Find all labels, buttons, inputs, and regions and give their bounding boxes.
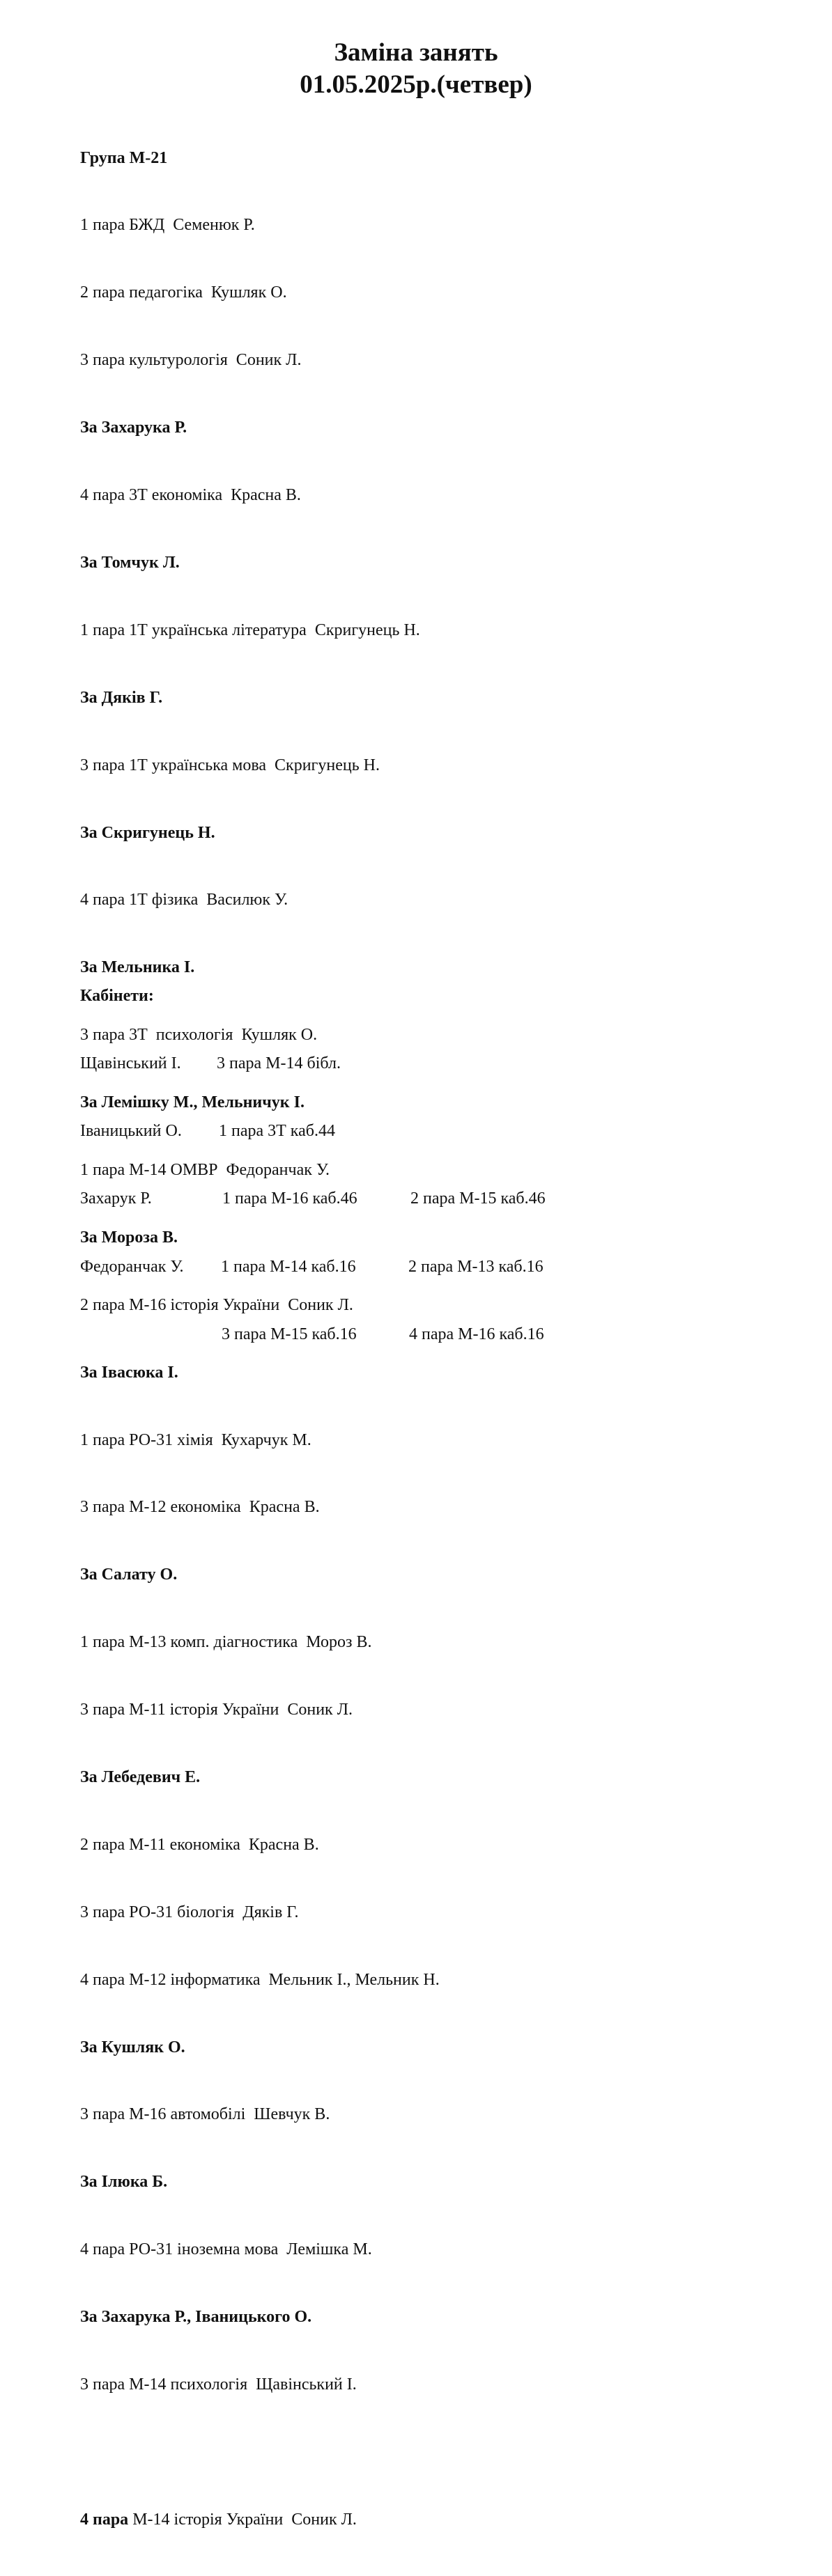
teacher-heading: За Лемішку М., Мельничук І. (80, 1093, 305, 1112)
teacher-heading: За Дяків Г. (80, 688, 163, 707)
teacher-heading: За Мороза В. (80, 1228, 178, 1247)
rooms-row (80, 1187, 546, 1210)
rooms-row (80, 1120, 335, 1142)
rooms-row (80, 1323, 544, 1345)
lesson-line: 1 пара РО-31 хімія Кухарчук М. (80, 1430, 311, 1449)
rooms-slot-2: 2 пара М-13 каб.16 (408, 1257, 544, 1276)
document-title: Заміна занять (334, 38, 498, 67)
rooms-slot-1: 1 пара М-16 каб.46 (222, 1189, 357, 1208)
rooms-slot-2: 4 пара М-16 каб.16 (409, 1325, 544, 1343)
teacher-heading: За Захарука Р., Іваницького О. (80, 2308, 312, 2327)
rooms-heading: Кабінети: (80, 986, 154, 1005)
extra-lesson-pair: 4 пара (80, 2510, 129, 2529)
extra-lesson-text: М-14 історія України Соник Л. (128, 2510, 357, 2529)
group-heading: Група М-21 (80, 148, 168, 167)
lesson-line: 1 пара БЖД Семенюк Р. (80, 216, 255, 235)
teacher-heading: За Скригунець Н. (80, 823, 215, 842)
teacher-heading: За Ілюка Б. (80, 2173, 168, 2192)
lesson-line: 4 пара РО-31 іноземна мова Лемішка М. (80, 2240, 372, 2259)
lesson-line: 3 пара М-11 історія України Соник Л. (80, 1701, 353, 1719)
lesson-line: 2 пара М-16 історія України Соник Л. (80, 1295, 353, 1314)
teacher-heading: За Салату О. (80, 1566, 178, 1584)
rooms-slot-2: 2 пара М-15 каб.46 (410, 1189, 546, 1208)
rooms-teacher: Іваницький О. (80, 1122, 182, 1141)
document-date: 01.05.2025р.(четвер) (300, 70, 532, 99)
lesson-line: 2 пара М-11 економіка Красна В. (80, 1835, 319, 1854)
lesson-line: 3 пара 3Т психологія Кушляк О. (80, 1026, 318, 1045)
rooms-slot-1: 1 пара 3Т каб.44 (219, 1122, 335, 1141)
lesson-line: 3 пара М-12 економіка Красна В. (80, 1498, 320, 1517)
lesson-line: 3 пара культурологія Соник Л. (80, 351, 302, 370)
lesson-line: 3 пара М-14 психологія Щавінський І. (80, 2375, 357, 2394)
lesson-line: 1 пара М-13 комп. діагностика Мороз В. (80, 1633, 372, 1652)
rooms-teacher: Захарук Р. (80, 1189, 152, 1208)
lesson-line: 3 пара М-16 автомобілі Шевчук В. (80, 2105, 330, 2124)
lesson-line: 3 пара РО-31 біологія Дяків Г. (80, 1903, 299, 1921)
teacher-heading: За Захарука Р. (80, 419, 187, 437)
teacher-heading: За Кушляк О. (80, 2038, 185, 2056)
lesson-line: 2 пара педагогіка Кушляк О. (80, 283, 287, 302)
teacher-heading: За Лебедевич Е. (80, 1767, 201, 1786)
rooms-row (80, 1052, 341, 1075)
rooms-slot-1: 3 пара М-15 каб.16 (222, 1325, 357, 1343)
spacer (80, 2441, 440, 2463)
rooms-slot-1: 3 пара М-14 бібл. (217, 1054, 341, 1073)
lesson-line: 4 пара 3Т економіка Красна В. (80, 486, 301, 505)
lesson-line: 4 пара М-12 інформатика Мельник І., Мельник Н. (80, 1970, 440, 1989)
lesson-line: 4 пара 1Т фізика Василюк У. (80, 891, 288, 910)
teacher-heading: За Томчук Л. (80, 553, 180, 572)
lesson-line: 3 пара 1Т українська мова Скригунець Н. (80, 756, 380, 774)
extra-lesson-line (80, 2508, 440, 2531)
rooms-row (80, 1256, 544, 1278)
rooms-teacher: Федоранчак У. (80, 1257, 184, 1276)
rooms-teacher: Щавінський І. (80, 1054, 181, 1073)
rooms-slot-1: 1 пара М-14 каб.16 (221, 1257, 356, 1276)
teacher-heading: За Мельника І. (80, 958, 195, 977)
lesson-line: 1 пара 1Т українська література Скригунець Н. (80, 620, 420, 639)
teacher-heading: За Івасюка І. (80, 1363, 178, 1382)
lesson-line: 1 пара М-14 ОМВР Федоранчак У. (80, 1160, 330, 1179)
